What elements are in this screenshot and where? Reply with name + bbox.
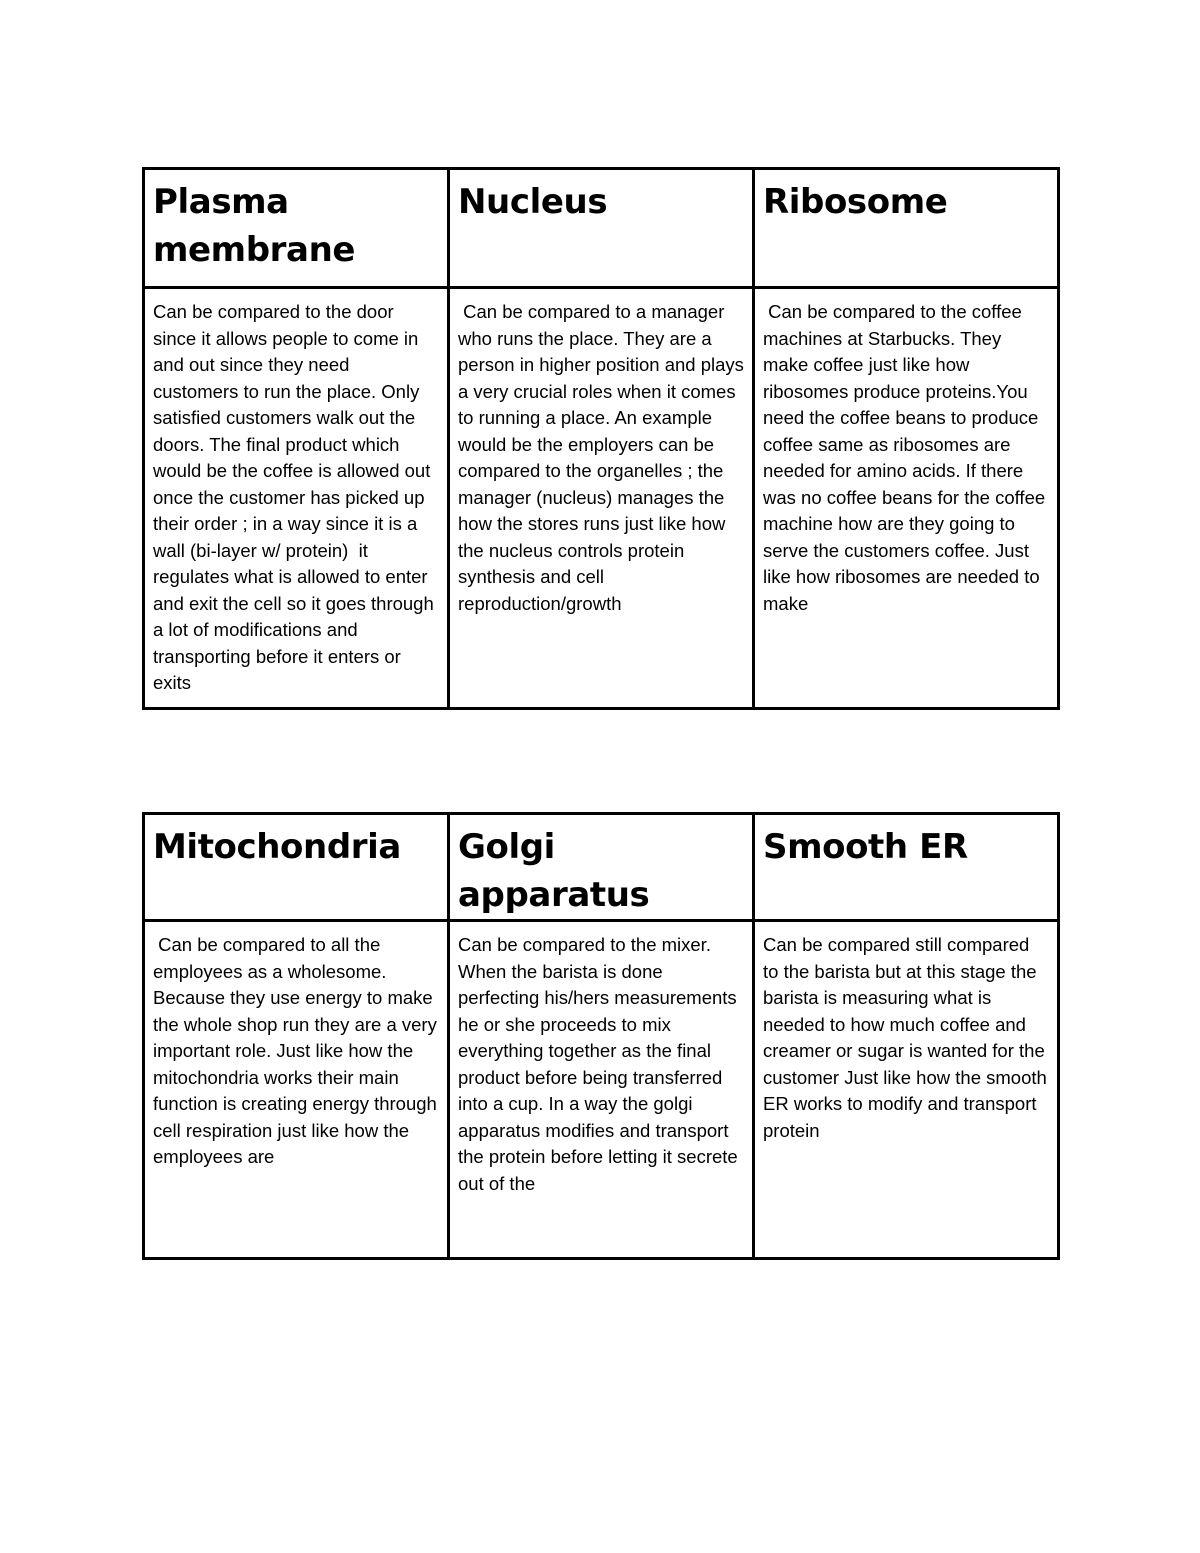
description-mitochondria: Can be compared to all the employees as a wholesome. Because they use energy to make the whole shop run they are a very important role. Just like how the mitochondria works their main function is creating energy through cell respiration just like how the employees are <box>144 921 449 1259</box>
header-plasma-membrane: Plasma membrane <box>144 169 449 288</box>
description-smooth-er: Can be compared still compared to the barista but at this stage the barista is measuring what is needed to how much coffee and creamer or sugar is wanted for the customer Just like how the smooth ER works to modify and transport protein <box>754 921 1059 1259</box>
description-nucleus: Can be compared to a manager who runs the place. They are a person in higher position and plays a very crucial roles when it comes to running a place. An example would be the employers can be compared to the organelles ; the manager (nucleus) manages the how the stores runs just like how the nucleus controls protein synthesis and cell reproduction/growth <box>449 288 754 709</box>
header-mitochondria: Mitochondria <box>144 814 449 921</box>
header-smooth-er: Smooth ER <box>754 814 1059 921</box>
description-golgi-apparatus: Can be compared to the mixer. When the barista is done perfecting his/hers measurements he or she proceeds to mix everything together as the final product before being transferred into a cup. In a way the golgi apparatus modifies and transport the protein before letting it secrete out of the <box>449 921 754 1259</box>
organelle-table-2 <box>142 812 1060 1260</box>
table-description-row <box>144 921 1059 1259</box>
description-plasma-membrane: Can be compared to the door since it allows people to come in and out since they need customers to run the place. Only satisfied customers walk out the doors. The final product which would be the coffee is allowed out once the customer has picked up their order ; in a way since it is a wall (bi-layer w/ protein) it regulates what is allowed to enter and exit the cell so it goes through a lot of modifications and transporting before it enters or exits <box>144 288 449 709</box>
description-ribosome: Can be compared to the coffee machines at Starbucks. They make coffee just like how ribosomes produce proteins.You need the coffee beans to produce coffee same as ribosomes are needed for amino acids. If there was no coffee beans for the coffee machine how are they going to serve the customers coffee. Just like how ribosomes are needed to make <box>754 288 1059 709</box>
header-golgi-apparatus: Golgi apparatus <box>449 814 754 921</box>
header-ribosome: Ribosome <box>754 169 1059 288</box>
table-description-row <box>144 288 1059 709</box>
header-nucleus: Nucleus <box>449 169 754 288</box>
table-header-row <box>144 814 1059 921</box>
table-header-row <box>144 169 1059 288</box>
organelle-table-1 <box>142 167 1060 710</box>
